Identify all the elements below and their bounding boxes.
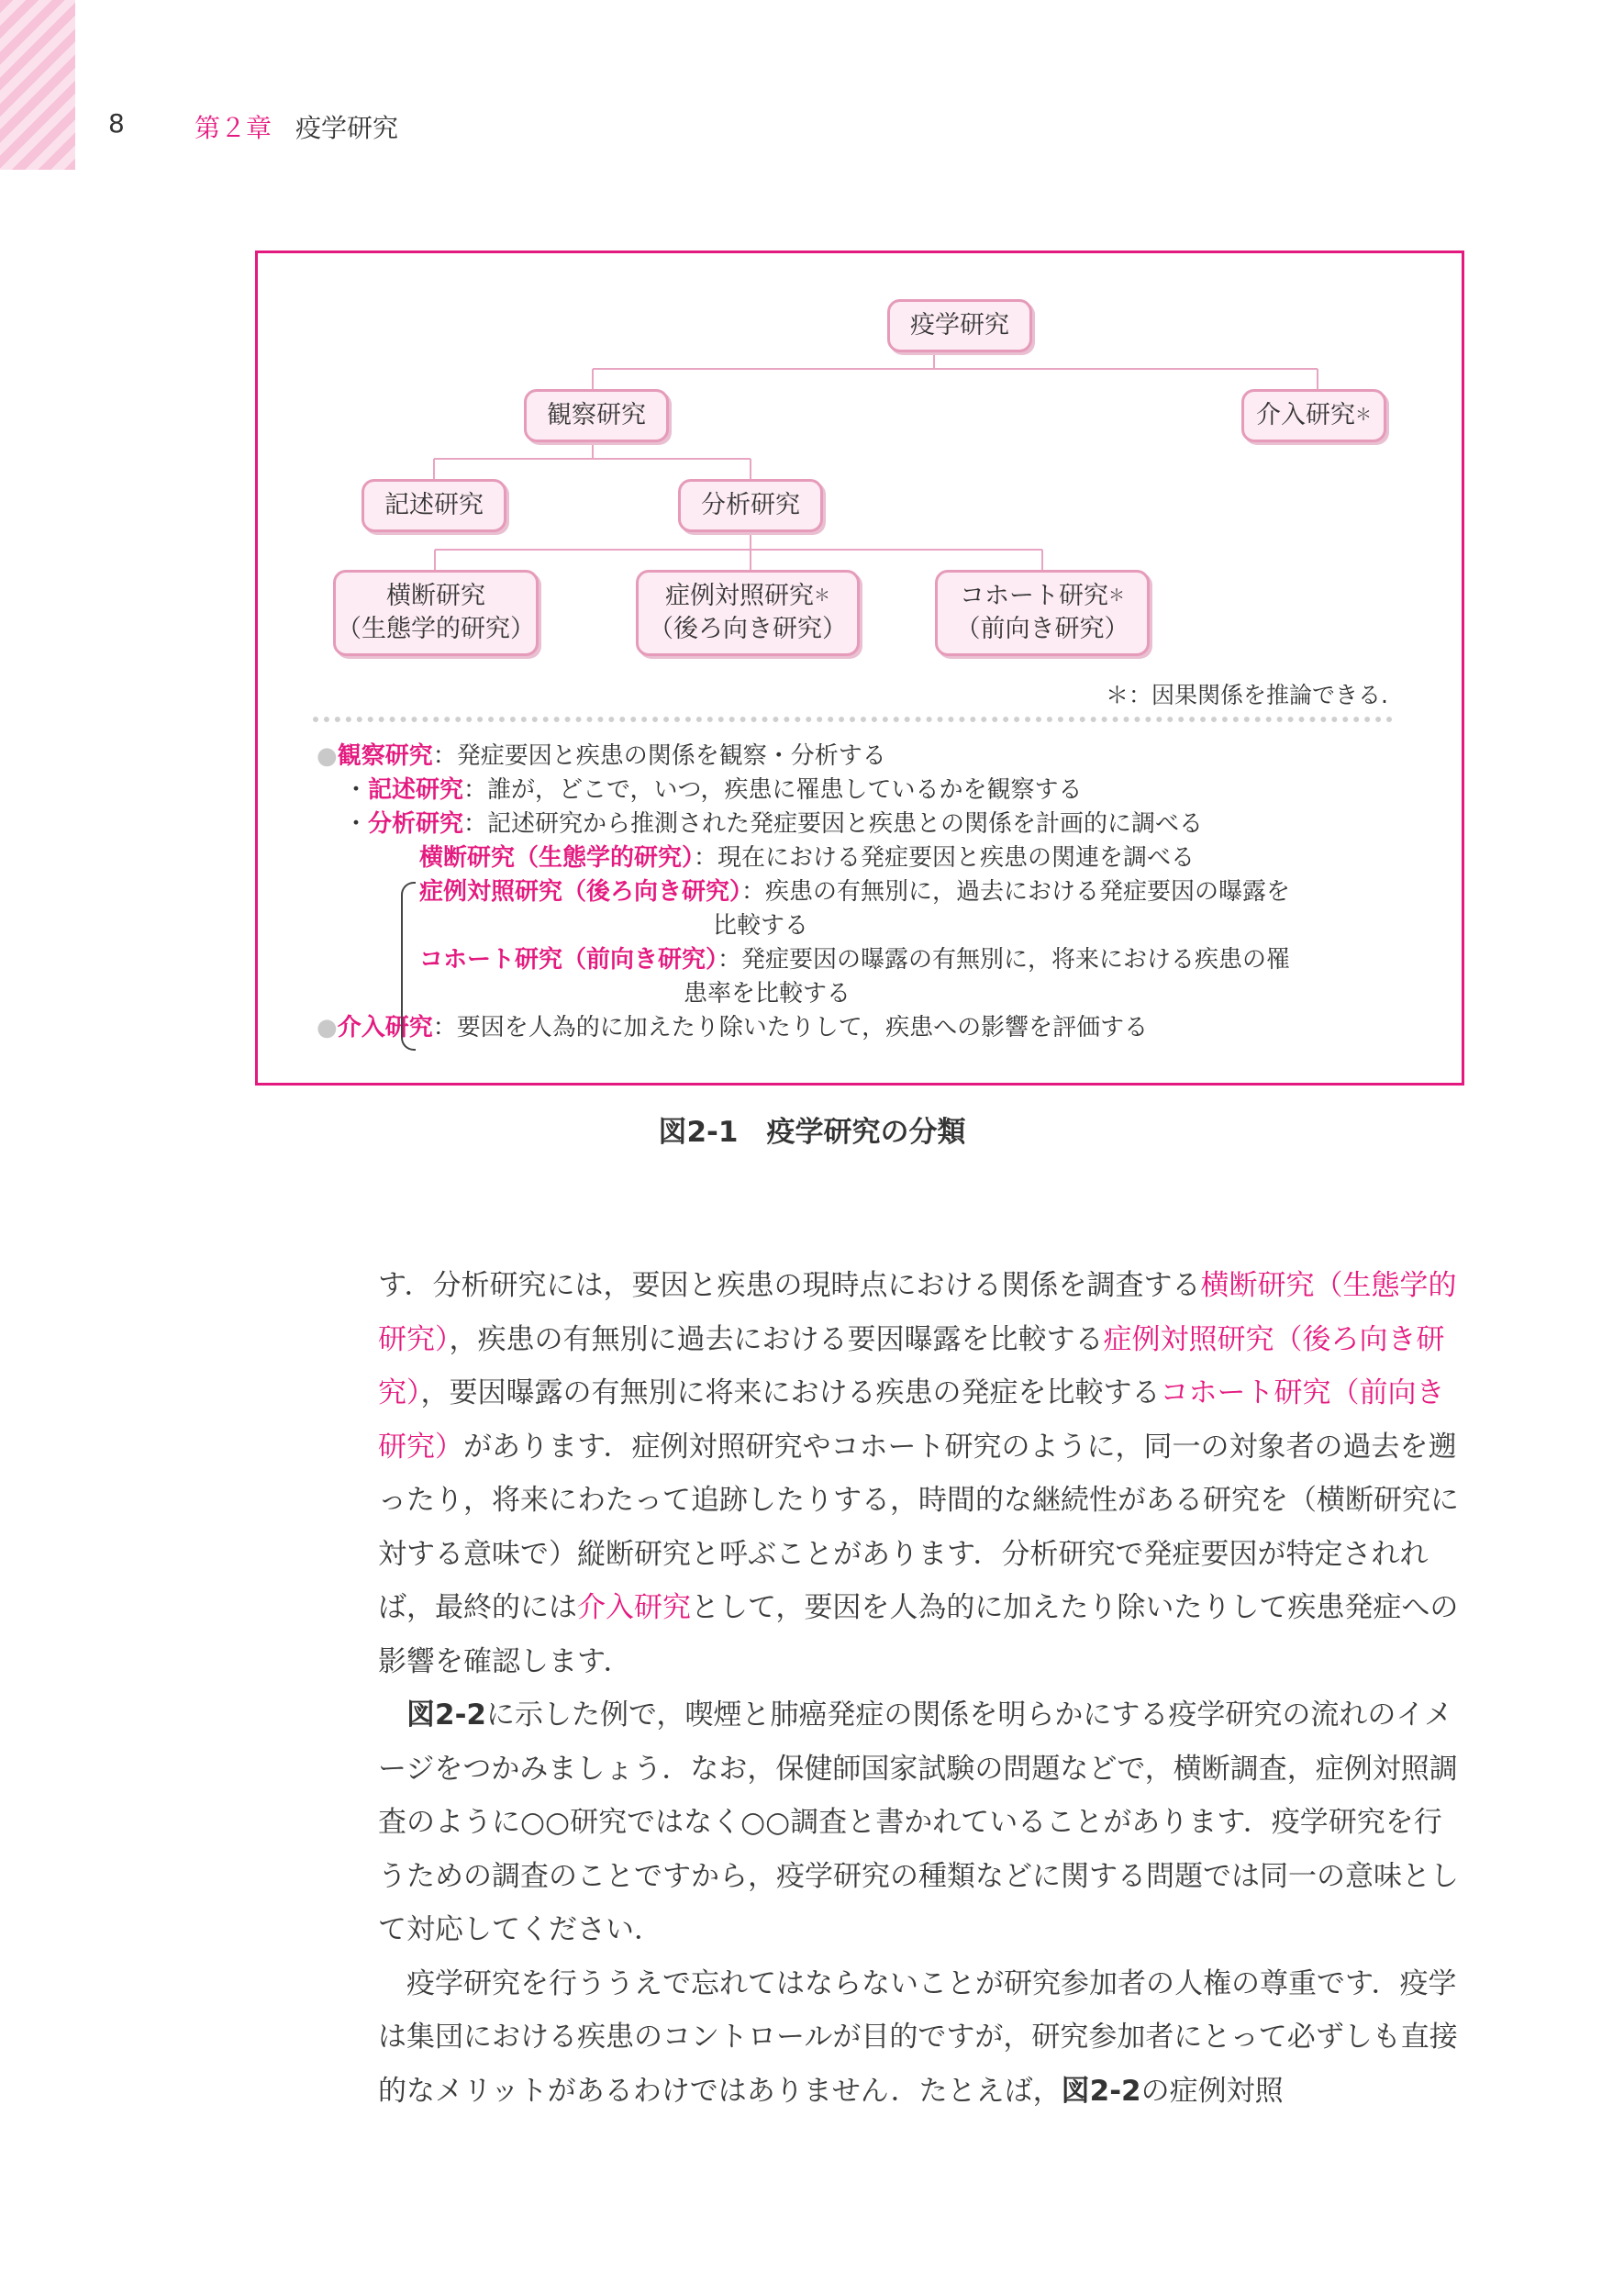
text: の症例対照 — [1140, 2074, 1284, 2108]
highlight-term: コホート研究（前向き研究） — [378, 1376, 1445, 1464]
text: があります．症例対照研究やコホート研究のように，同一の対象者の過去を遡ったり，将来にわたって追跡したりする，時間的な継続性がある研究を（横断研究に対する意味で）縦断研究と呼ぶことがあります．分析研究で発症要因が特定されれば，最終的には — [378, 1430, 1459, 1624]
paragraph — [378, 1259, 1465, 1688]
node-observational-research — [524, 389, 669, 442]
highlight-term: 症例対照研究（後ろ向き研究） — [378, 1322, 1445, 1409]
node-label-line1 — [665, 580, 830, 613]
legend-cross-sectional — [317, 841, 1445, 875]
bracket-decoration — [401, 882, 416, 1051]
legend-cohort — [317, 943, 1445, 977]
legend-intervention — [317, 1011, 1445, 1045]
legend-desc: ：発症要因の曝露の有無別に，将来における疾患の罹 — [717, 946, 1291, 974]
node-label-line2: （前向き研究） — [955, 615, 1129, 643]
node-label: 記述研究 — [384, 491, 484, 519]
text: に示した例で，喫煙と肺癌発症の関係を明らかにする疫学研究の流れのイメージをつかみましょう．なお，保健師国家試験の問題などで，横断調査，症例対照調査のように○○研究ではなく○○調査と書かれていることがあります．疫学研究を行うための調査のことですから，疫学研究の種類などに関する問題では同一の意味として対応してください． — [378, 1698, 1459, 1946]
legend-term: 観察研究 — [337, 742, 433, 770]
figure-legend — [317, 740, 1445, 1045]
legend-desc: ：現在における発症要因と疾患の関連を調べる — [694, 844, 1196, 872]
legend-cohort-cont: 患率を比較する — [684, 980, 851, 1008]
legend-desc: ：要因を人為的に加えたり除いたりして，疾患への影響を評価する — [432, 1014, 1149, 1041]
node-descriptive-research — [362, 479, 506, 532]
node-label-line2: （後ろ向き研究） — [649, 615, 847, 643]
node-label: 分析研究 — [701, 491, 800, 519]
body-text — [378, 1259, 1465, 2118]
node-label: 疫学研究 — [910, 311, 1009, 340]
highlight-term: 横断研究（生態学的研究） — [378, 1269, 1457, 1356]
node-label-line1: 横断研究 — [386, 582, 485, 610]
asterisk-mark: ＊ — [814, 586, 830, 606]
chapter-label: 第２章 — [195, 113, 273, 143]
legend-case-control — [317, 875, 1445, 909]
text: ，疾患の有無別に過去における要因曝露を比較する — [449, 1322, 1104, 1356]
asterisk-mark: ＊ — [1355, 406, 1372, 425]
legend-term: 症例対照研究（後ろ向き研究） — [419, 878, 742, 906]
text: 疫学研究を行ううえで忘れてはならないことが研究参加者の人権の尊重です．疫学は集団における疾患のコントロールが目的ですが，研究参加者にとって必ずしも直接的なメリットがあるわけではありません．たとえば， — [378, 1966, 1458, 2108]
legend-term: コホート研究（前向き研究） — [419, 946, 718, 974]
legend-term: 介入研究 — [337, 1014, 433, 1041]
node-label — [1256, 399, 1372, 432]
legend-desc: ：発症要因と疾患の関係を観察・分析する — [432, 742, 886, 770]
causal-inference-note: ＊：因果関係を推論できる. — [1106, 682, 1388, 708]
legend-term: 分析研究 — [368, 810, 464, 838]
node-analytical-research — [678, 479, 823, 532]
node-case-control-research — [636, 570, 860, 656]
node-cohort-research — [935, 570, 1150, 656]
text: ，要因曝露の有無別に将来における疾患の発症を比較する — [420, 1376, 1161, 1409]
legend-observational — [317, 740, 1445, 774]
paragraph — [378, 1957, 1465, 2119]
page-number: 8 — [108, 108, 125, 139]
corner-stripe-decoration — [0, 0, 75, 170]
node-text: 介入研究 — [1256, 401, 1355, 429]
bullet-icon: ● — [317, 1014, 338, 1041]
figure-caption: 図2-1 疫学研究の分類 — [658, 1116, 966, 1149]
node-label-line2: （生態学的研究） — [337, 615, 535, 643]
node-text: 症例対照研究 — [665, 582, 814, 610]
figure-reference: 図2-2 — [1061, 2074, 1141, 2108]
dotted-divider — [313, 717, 1393, 722]
legend-analytical — [317, 807, 1445, 841]
bullet-icon: ● — [317, 742, 338, 770]
dot-icon: ・ — [344, 810, 369, 838]
node-label: 観察研究 — [547, 401, 646, 429]
node-text: コホート研究 — [960, 582, 1108, 610]
asterisk-mark: ＊ — [1108, 586, 1125, 606]
text: として，要因を人為的に加えたり除いたりして疾患発症への影響を確認します． — [378, 1591, 1459, 1678]
legend-term: 記述研究 — [368, 776, 464, 804]
node-label-line1 — [960, 580, 1125, 613]
dot-icon: ・ — [344, 776, 369, 804]
legend-term: 横断研究（生態学的研究） — [419, 844, 695, 872]
legend-case-control-cont: 比較する — [713, 912, 809, 940]
node-cross-sectional-research — [333, 570, 539, 656]
legend-desc: ：記述研究から推測された発症要因と疾患との関係を計画的に調べる — [463, 810, 1204, 838]
figure-box — [255, 251, 1464, 1086]
legend-descriptive — [317, 774, 1445, 807]
node-intervention-research — [1241, 389, 1386, 442]
chapter-title: 疫学研究 — [295, 113, 399, 143]
text: す．分析研究には，要因と疾患の現時点における関係を調査する — [378, 1269, 1201, 1302]
legend-desc: ：疾患の有無別に，過去における発症要因の曝露を — [741, 878, 1291, 906]
legend-desc: ：誰が，どこで，いつ，疾患に罹患しているかを観察する — [463, 776, 1083, 804]
highlight-term: 介入研究 — [577, 1591, 691, 1624]
node-epidemiological-research — [887, 299, 1032, 352]
figure-reference: 図2-2 — [406, 1698, 487, 1732]
paragraph — [378, 1688, 1465, 1957]
